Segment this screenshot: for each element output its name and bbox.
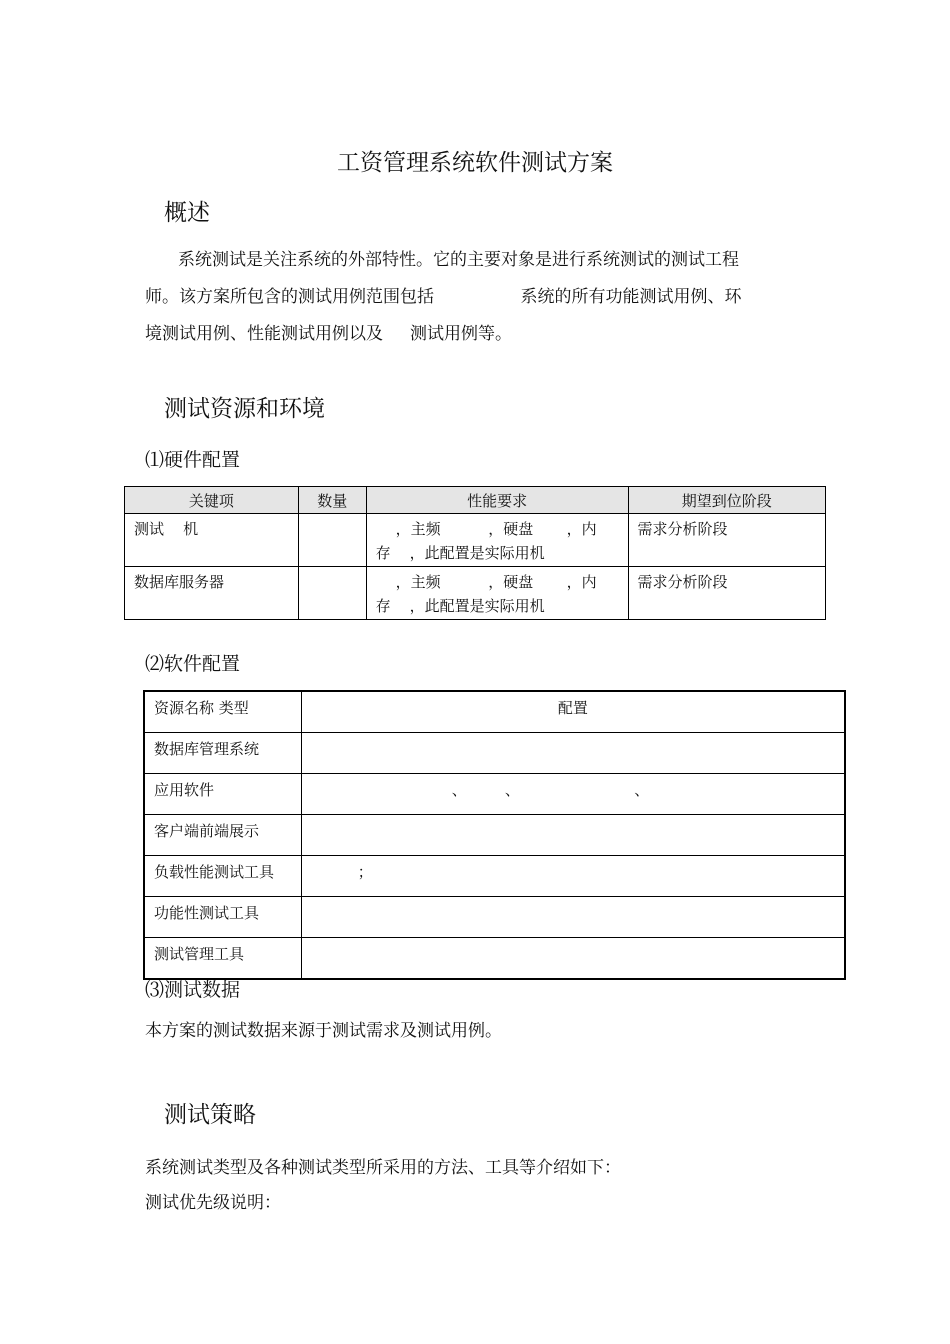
software-heading: ⑵软件配置 [145,653,241,675]
software-name: 数据库管理系统 [144,733,301,774]
software-table [143,690,846,980]
table-row [144,774,845,815]
hardware-perf-line1: ，主频 ，硬盘 ，内 [395,573,597,591]
overview-line-3: 境测试用例、性能测试用例以及 测试用例等。 [145,324,513,344]
table-row [144,897,845,938]
section-heading-resources: 测试资源和环境 [164,396,325,422]
software-config [301,733,845,774]
hardware-stage: 需求分析阶段 [628,567,825,620]
software-header-row [144,691,845,733]
strategy-line-1: 系统测试类型及各种测试类型所采用的方法、工具等介绍如下： [145,1158,621,1178]
hardware-header-row [125,487,826,514]
software-config [301,897,845,938]
page-title: 工资管理系统软件测试方案 [337,150,613,176]
hardware-header-perf: 性能要求 [366,487,628,514]
hardware-perf [366,514,628,567]
software-name: 测试管理工具 [144,938,301,980]
hardware-perf-line2: 存 ，此配置是实际用机 [375,544,545,562]
software-config [301,938,845,980]
test-data-heading: ⑶测试数据 [145,979,241,1001]
hardware-table [124,486,826,620]
hardware-item: 测试 机 [125,514,299,567]
hardware-item: 数据库服务器 [125,567,299,620]
section-heading-strategy: 测试策略 [164,1102,256,1128]
table-row [144,856,845,897]
software-name: 客户端前端展示 [144,815,301,856]
software-name: 功能性测试工具 [144,897,301,938]
table-row [125,567,826,620]
table-row [144,815,845,856]
hardware-perf [366,567,628,620]
software-name: 负载性能测试工具 [144,856,301,897]
test-data-text: 本方案的测试数据来源于测试需求及测试用例。 [145,1021,502,1041]
overview-paragraph [145,242,825,353]
hardware-header-qty: 数量 [298,487,366,514]
software-header-name: 资源名称 类型 [144,691,301,733]
overview-line-2: 师。该方案所包含的测试用例范围包括 系统的所有功能测试用例、环 [145,287,742,307]
hardware-stage: 需求分析阶段 [628,514,825,567]
hardware-qty [298,567,366,620]
hardware-qty [298,514,366,567]
section-heading-overview: 概述 [164,200,210,226]
table-row [144,938,845,980]
table-row [144,733,845,774]
software-config: 、 、 、 [301,774,845,815]
software-name: 应用软件 [144,774,301,815]
hardware-perf-line1: ，主频 ，硬盘 ，内 [395,520,597,538]
software-config: ； [301,856,845,897]
software-header-config: 配置 [301,691,845,733]
hardware-header-stage: 期望到位阶段 [628,487,825,514]
hardware-perf-line2: 存 ，此配置是实际用机 [375,597,545,615]
software-config [301,815,845,856]
overview-line-1: 系统测试是关注系统的外部特性。它的主要对象是进行系统测试的测试工程 [178,250,739,270]
hardware-heading: ⑴硬件配置 [145,449,241,471]
hardware-header-item: 关键项 [125,487,299,514]
table-row [125,514,826,567]
strategy-line-2: 测试优先级说明： [145,1193,281,1213]
